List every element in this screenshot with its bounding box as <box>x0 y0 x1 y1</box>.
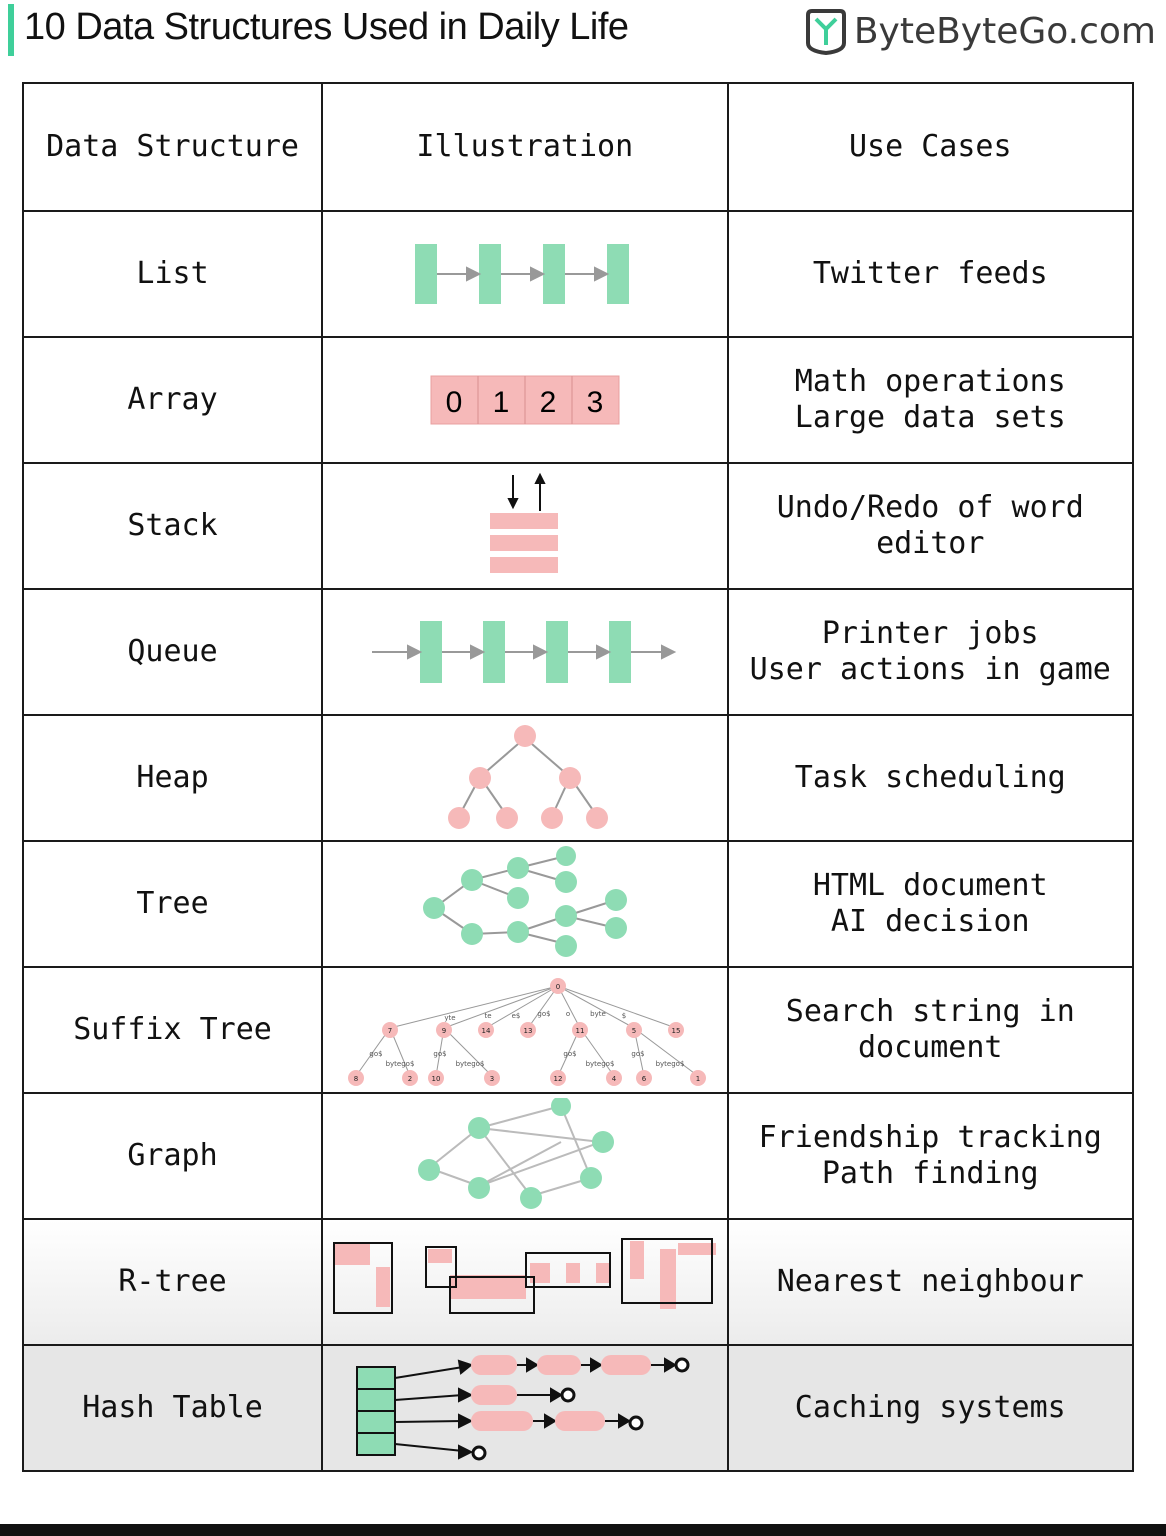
use-case-line: Search string in <box>785 994 1075 1029</box>
header-data-structure: Data Structure <box>23 83 322 211</box>
table-row <box>23 463 1133 589</box>
suffix-node: 9 <box>441 1027 447 1035</box>
use-case-line: Nearest neighbour <box>776 1264 1084 1299</box>
use-case-queue <box>728 589 1133 715</box>
data-structures-table <box>22 82 1134 1472</box>
suffix-node: 10 <box>431 1075 441 1083</box>
edge-label: e$ <box>511 1012 521 1020</box>
suffix-node: 8 <box>353 1075 359 1083</box>
row-name-suffix-tree: Suffix Tree <box>23 967 322 1093</box>
edge-label: bytego$ <box>385 1060 415 1068</box>
edge-label: go$ <box>433 1050 447 1058</box>
table-row <box>23 1093 1133 1219</box>
suffix-node: 1 <box>695 1075 701 1083</box>
use-case-line: Task scheduling <box>794 760 1066 795</box>
use-case-line: Printer jobs <box>821 616 1039 651</box>
suffix-node: 4 <box>611 1075 617 1083</box>
suffix-node: 3 <box>489 1075 495 1083</box>
use-case-line: User actions in game <box>749 652 1111 687</box>
edge-label: byte <box>589 1010 606 1018</box>
edge-label: go$ <box>631 1050 645 1058</box>
edge-label: bytego$ <box>455 1060 485 1068</box>
illustration-suffix-tree <box>322 967 727 1093</box>
use-case-tree <box>728 841 1133 967</box>
use-case-line: AI decision <box>830 904 1030 939</box>
edge-label: te <box>484 1012 492 1020</box>
use-case-line: HTML document <box>812 868 1048 903</box>
row-name-queue: Queue <box>23 589 322 715</box>
use-case-line: Friendship tracking <box>758 1120 1102 1155</box>
row-name-r-tree: R-tree <box>23 1219 322 1345</box>
use-case-line: Caching systems <box>794 1390 1066 1425</box>
suffix-node: 14 <box>481 1027 491 1035</box>
suffix-node: 11 <box>575 1027 585 1035</box>
use-case-line: Undo/Redo of word editor <box>776 490 1084 561</box>
edge-label: go$ <box>563 1050 577 1058</box>
brand[interactable] <box>806 6 1156 56</box>
illustration-list <box>322 211 727 337</box>
row-name-list: List <box>23 211 322 337</box>
table-row <box>23 589 1133 715</box>
illustration-graph <box>322 1093 727 1219</box>
use-case-array <box>728 337 1133 463</box>
suffix-node: 15 <box>671 1027 681 1035</box>
suffix-node: 6 <box>641 1075 647 1083</box>
suffix-node: 13 <box>523 1027 533 1035</box>
use-case-line: Twitter feeds <box>812 256 1048 291</box>
row-name-array: Array <box>23 337 322 463</box>
illustration-r-tree <box>322 1219 727 1345</box>
bytebytego-logo-icon <box>806 7 846 55</box>
array-cell-2: 2 <box>539 386 557 419</box>
illustration-array <box>322 337 727 463</box>
suffix-node: 12 <box>553 1075 563 1083</box>
array-cell-3: 3 <box>586 386 604 419</box>
illustration-hash-table <box>322 1345 727 1471</box>
table-row <box>23 1345 1133 1471</box>
suffix-node: 2 <box>407 1075 413 1083</box>
use-case-stack <box>728 463 1133 589</box>
use-case-list <box>728 211 1133 337</box>
suffix-node: 0 <box>555 983 561 991</box>
header-use-cases: Use Cases <box>728 83 1133 211</box>
use-case-heap <box>728 715 1133 841</box>
edge-label: go$ <box>369 1050 383 1058</box>
row-name-graph: Graph <box>23 1093 322 1219</box>
row-name-hash-table: Hash Table <box>23 1345 322 1471</box>
illustration-heap <box>322 715 727 841</box>
row-name-stack: Stack <box>23 463 322 589</box>
header-illustration: Illustration <box>322 83 727 211</box>
edge-label: $ <box>621 1012 627 1020</box>
page-title: 10 Data Structures Used in Daily Life <box>24 6 629 48</box>
use-case-line: Path finding <box>821 1156 1039 1191</box>
illustration-tree <box>322 841 727 967</box>
use-case-line: Math operations <box>794 364 1066 399</box>
array-cell-0: 0 <box>445 386 463 419</box>
use-case-hash-table <box>728 1345 1133 1471</box>
title-accent-bar <box>8 4 14 56</box>
edge-label: bytego$ <box>585 1060 615 1068</box>
row-name-heap: Heap <box>23 715 322 841</box>
use-case-line: Large data sets <box>794 400 1066 435</box>
illustration-stack <box>322 463 727 589</box>
array-cell-1: 1 <box>492 386 510 419</box>
use-case-r-tree <box>728 1219 1133 1345</box>
suffix-node: 7 <box>387 1027 393 1035</box>
edge-label: go$ <box>537 1010 551 1018</box>
brand-name: ByteByteGo.com <box>853 10 1156 52</box>
use-case-graph <box>728 1093 1133 1219</box>
table-row <box>23 715 1133 841</box>
use-case-suffix-tree <box>728 967 1133 1093</box>
suffix-node: 5 <box>631 1027 637 1035</box>
use-case-line: document <box>858 1030 1003 1065</box>
header-row <box>23 83 1133 211</box>
edge-label: o <box>565 1010 570 1018</box>
bottom-band <box>0 1524 1166 1536</box>
illustration-queue <box>322 589 727 715</box>
edge-label: bytego$ <box>655 1060 685 1068</box>
row-name-tree: Tree <box>23 841 322 967</box>
table-row <box>23 1219 1133 1345</box>
table-row <box>23 337 1133 463</box>
table-row <box>23 841 1133 967</box>
table-row <box>23 211 1133 337</box>
edge-label: yte <box>444 1014 456 1022</box>
table-row <box>23 967 1133 1093</box>
